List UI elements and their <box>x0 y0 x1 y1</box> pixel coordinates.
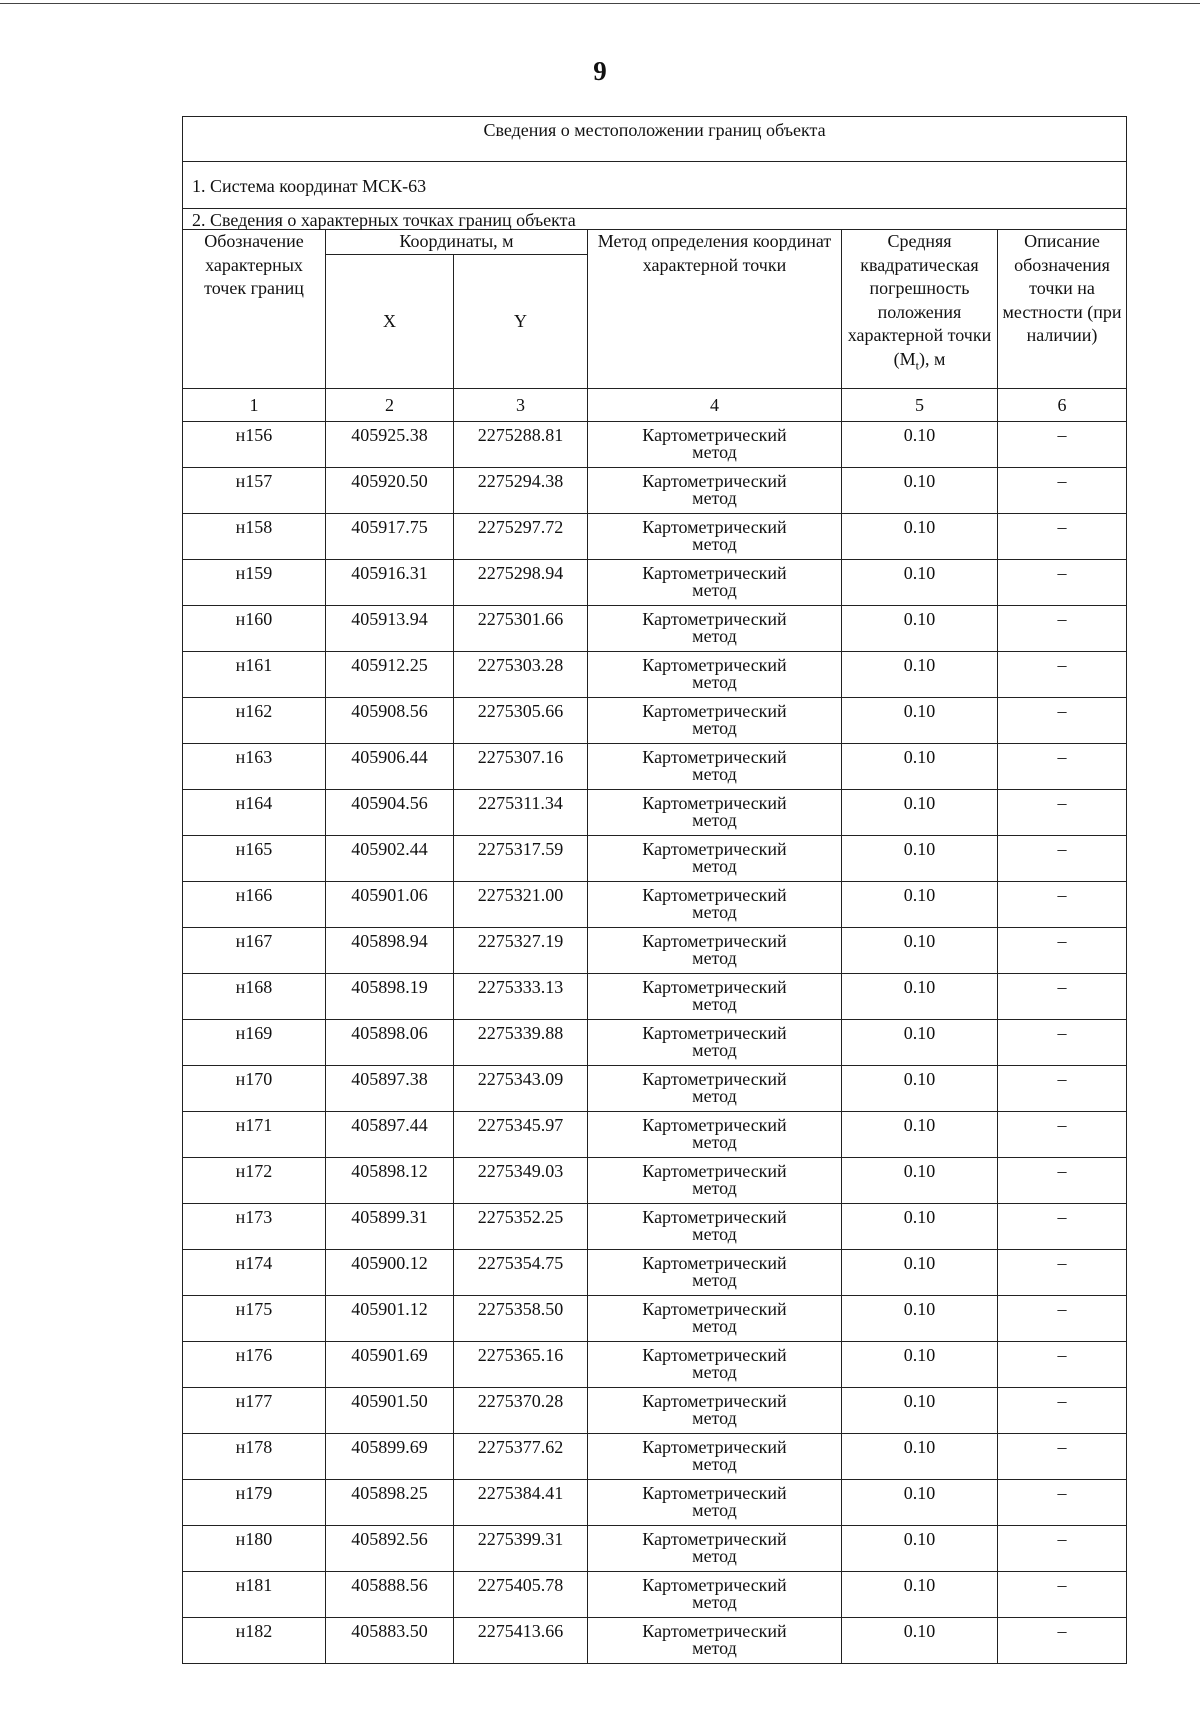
description-value: – <box>998 468 1127 514</box>
description-value: – <box>998 1112 1127 1158</box>
description-value: – <box>998 1020 1127 1066</box>
point-id: н166 <box>183 882 326 928</box>
method-line1: Картометрический <box>642 425 787 445</box>
header-y: Y <box>454 255 588 389</box>
coord-y: 2275297.72 <box>454 514 588 560</box>
method-line2: метод <box>692 810 737 830</box>
description-value: – <box>998 514 1127 560</box>
point-id: н160 <box>183 606 326 652</box>
coord-x: 405899.31 <box>326 1204 454 1250</box>
method-line1: Картометрический <box>642 1345 787 1365</box>
method <box>588 1388 842 1434</box>
table-row <box>183 1388 1127 1434</box>
coord-y: 2275345.97 <box>454 1112 588 1158</box>
coord-x: 405888.56 <box>326 1572 454 1618</box>
table-row <box>183 560 1127 606</box>
coord-y: 2275317.59 <box>454 836 588 882</box>
point-id: н165 <box>183 836 326 882</box>
coordinate-system: 1. Система координат МСК-63 <box>183 162 1127 209</box>
coord-y: 2275405.78 <box>454 1572 588 1618</box>
coord-x: 405902.44 <box>326 836 454 882</box>
method <box>588 1020 842 1066</box>
method <box>588 1066 842 1112</box>
page-number: 9 <box>593 56 607 86</box>
table-row <box>183 882 1127 928</box>
coord-y: 2275384.41 <box>454 1480 588 1526</box>
table-row <box>183 422 1127 468</box>
point-id: н156 <box>183 422 326 468</box>
point-id: н164 <box>183 790 326 836</box>
table-row <box>183 1572 1127 1618</box>
method-line1: Картометрический <box>642 1207 787 1227</box>
method-line1: Картометрический <box>642 793 787 813</box>
table-row <box>183 514 1127 560</box>
description-value: – <box>998 1572 1127 1618</box>
description-value: – <box>998 1480 1127 1526</box>
table-row <box>183 836 1127 882</box>
method-line2: метод <box>692 1500 737 1520</box>
method <box>588 1204 842 1250</box>
method <box>588 606 842 652</box>
coord-y: 2275294.38 <box>454 468 588 514</box>
point-id: н173 <box>183 1204 326 1250</box>
coord-x: 405920.50 <box>326 468 454 514</box>
method-line2: метод <box>692 994 737 1014</box>
error-value: 0.10 <box>842 1618 998 1664</box>
point-id: н170 <box>183 1066 326 1112</box>
point-id: н172 <box>183 1158 326 1204</box>
point-id: н175 <box>183 1296 326 1342</box>
coord-y: 2275298.94 <box>454 560 588 606</box>
coord-y: 2275288.81 <box>454 422 588 468</box>
method-line1: Картометрический <box>642 609 787 629</box>
error-value: 0.10 <box>842 882 998 928</box>
method-line2: метод <box>692 626 737 646</box>
description-value: – <box>998 882 1127 928</box>
point-id: н181 <box>183 1572 326 1618</box>
point-id: н161 <box>183 652 326 698</box>
coord-x: 405917.75 <box>326 514 454 560</box>
coord-y: 2275365.16 <box>454 1342 588 1388</box>
point-id: н168 <box>183 974 326 1020</box>
method-line1: Картометрический <box>642 931 787 951</box>
table-row <box>183 698 1127 744</box>
table-row <box>183 468 1127 514</box>
method <box>588 1526 842 1572</box>
method <box>588 1434 842 1480</box>
coord-x: 405898.06 <box>326 1020 454 1066</box>
coord-y: 2275349.03 <box>454 1158 588 1204</box>
description-value: – <box>998 652 1127 698</box>
description-value: – <box>998 1342 1127 1388</box>
description-value: – <box>998 422 1127 468</box>
method-line1: Картометрический <box>642 839 787 859</box>
error-value: 0.10 <box>842 744 998 790</box>
point-id: н169 <box>183 1020 326 1066</box>
method-line1: Картометрический <box>642 977 787 997</box>
error-value: 0.10 <box>842 836 998 882</box>
coord-x: 405901.50 <box>326 1388 454 1434</box>
description-value: – <box>998 1618 1127 1664</box>
coord-x: 405904.56 <box>326 790 454 836</box>
description-value: – <box>998 560 1127 606</box>
coord-x: 405900.12 <box>326 1250 454 1296</box>
table-row <box>183 1112 1127 1158</box>
error-value: 0.10 <box>842 1204 998 1250</box>
header-error: Средняя квадратическая погрешность положения характерной точки $(M_t)$, м <box>842 230 998 389</box>
method-line1: Картометрический <box>642 655 787 675</box>
method <box>588 468 842 514</box>
description-value: – <box>998 1066 1127 1112</box>
table-row <box>183 790 1127 836</box>
boundaries-table <box>182 116 1127 1664</box>
point-id: н176 <box>183 1342 326 1388</box>
error-value: 0.10 <box>842 1480 998 1526</box>
method-line2: метод <box>692 1546 737 1566</box>
coord-y: 2275343.09 <box>454 1066 588 1112</box>
method-line1: Картометрический <box>642 1621 787 1641</box>
coord-x: 405901.06 <box>326 882 454 928</box>
method <box>588 836 842 882</box>
point-id: н177 <box>183 1388 326 1434</box>
coord-x: 405883.50 <box>326 1618 454 1664</box>
table-row <box>183 1434 1127 1480</box>
header-x: X <box>326 255 454 389</box>
error-value: 0.10 <box>842 606 998 652</box>
error-value: 0.10 <box>842 1388 998 1434</box>
point-id: н162 <box>183 698 326 744</box>
method-line1: Картометрический <box>642 1299 787 1319</box>
method-line1: Картометрический <box>642 563 787 583</box>
column-number: 2 <box>326 389 454 422</box>
method-line1: Картометрический <box>642 1391 787 1411</box>
coord-y: 2275377.62 <box>454 1434 588 1480</box>
table-row <box>183 1250 1127 1296</box>
coord-y: 2275399.31 <box>454 1526 588 1572</box>
column-number: 3 <box>454 389 588 422</box>
description-value: – <box>998 974 1127 1020</box>
description-value: – <box>998 744 1127 790</box>
method-line1: Картометрический <box>642 1115 787 1135</box>
description-value: – <box>998 1296 1127 1342</box>
table-row <box>183 928 1127 974</box>
error-value: 0.10 <box>842 1572 998 1618</box>
method <box>588 882 842 928</box>
coord-x: 405898.12 <box>326 1158 454 1204</box>
method-line2: метод <box>692 534 737 554</box>
description-value: – <box>998 790 1127 836</box>
error-value: 0.10 <box>842 928 998 974</box>
point-id: н178 <box>183 1434 326 1480</box>
method-line1: Картометрический <box>642 517 787 537</box>
coord-x: 405912.25 <box>326 652 454 698</box>
method <box>588 1112 842 1158</box>
error-value: 0.10 <box>842 422 998 468</box>
method <box>588 1480 842 1526</box>
error-value: 0.10 <box>842 1526 998 1572</box>
description-value: – <box>998 836 1127 882</box>
method-line2: метод <box>692 764 737 784</box>
coord-y: 2275370.28 <box>454 1388 588 1434</box>
table-title: Сведения о местоположении границ объекта <box>183 117 1127 162</box>
method-line1: Картометрический <box>642 701 787 721</box>
coord-y: 2275305.66 <box>454 698 588 744</box>
header-designation: Обозначение характерных точек границ <box>183 230 326 389</box>
coord-x: 405913.94 <box>326 606 454 652</box>
coord-x: 405901.12 <box>326 1296 454 1342</box>
error-value: 0.10 <box>842 974 998 1020</box>
coord-x: 405898.94 <box>326 928 454 974</box>
coord-y: 2275354.75 <box>454 1250 588 1296</box>
coord-x: 405897.44 <box>326 1112 454 1158</box>
table-row <box>183 1480 1127 1526</box>
method <box>588 744 842 790</box>
coord-y: 2275358.50 <box>454 1296 588 1342</box>
error-value: 0.10 <box>842 652 998 698</box>
method-line2: метод <box>692 1454 737 1474</box>
coord-y: 2275339.88 <box>454 1020 588 1066</box>
coord-y: 2275321.00 <box>454 882 588 928</box>
table-row <box>183 1066 1127 1112</box>
column-number: 5 <box>842 389 998 422</box>
error-value: 0.10 <box>842 560 998 606</box>
coord-x: 405898.25 <box>326 1480 454 1526</box>
error-value: 0.10 <box>842 1066 998 1112</box>
error-value: 0.10 <box>842 1434 998 1480</box>
error-value: 0.10 <box>842 1296 998 1342</box>
coord-x: 405897.38 <box>326 1066 454 1112</box>
header-method: Метод определения координат характерной точки <box>588 230 842 389</box>
error-value: 0.10 <box>842 1112 998 1158</box>
coord-y: 2275413.66 <box>454 1618 588 1664</box>
method-line2: метод <box>692 580 737 600</box>
method-line2: метод <box>692 1316 737 1336</box>
coord-y: 2275301.66 <box>454 606 588 652</box>
coord-y: 2275327.19 <box>454 928 588 974</box>
description-value: – <box>998 1434 1127 1480</box>
method <box>588 974 842 1020</box>
description-value: – <box>998 1158 1127 1204</box>
top-scan-rule <box>0 3 1200 4</box>
method-line2: метод <box>692 718 737 738</box>
method <box>588 1342 842 1388</box>
column-number: 1 <box>183 389 326 422</box>
method <box>588 1250 842 1296</box>
method-line2: метод <box>692 1224 737 1244</box>
description-value: – <box>998 1526 1127 1572</box>
coord-y: 2275303.28 <box>454 652 588 698</box>
coord-x: 405925.38 <box>326 422 454 468</box>
table-row <box>183 652 1127 698</box>
method-line1: Картометрический <box>642 1575 787 1595</box>
error-value: 0.10 <box>842 790 998 836</box>
method-line2: метод <box>692 442 737 462</box>
coord-x: 405916.31 <box>326 560 454 606</box>
method-line2: метод <box>692 672 737 692</box>
method <box>588 1158 842 1204</box>
method <box>588 790 842 836</box>
error-value: 0.10 <box>842 1020 998 1066</box>
coord-y: 2275311.34 <box>454 790 588 836</box>
point-id: н182 <box>183 1618 326 1664</box>
description-value: – <box>998 1204 1127 1250</box>
point-id: н179 <box>183 1480 326 1526</box>
table-row <box>183 1618 1127 1664</box>
method-line2: метод <box>692 902 737 922</box>
coord-y: 2275333.13 <box>454 974 588 1020</box>
coord-x: 405898.19 <box>326 974 454 1020</box>
coord-x: 405901.69 <box>326 1342 454 1388</box>
method <box>588 514 842 560</box>
coord-x: 405908.56 <box>326 698 454 744</box>
method-line2: метод <box>692 1592 737 1612</box>
table-row <box>183 1296 1127 1342</box>
header-coordinates: Координаты, м <box>326 230 588 255</box>
method-line1: Картометрический <box>642 885 787 905</box>
method-line2: метод <box>692 856 737 876</box>
column-numbers-row <box>183 389 1127 422</box>
point-id: н159 <box>183 560 326 606</box>
table-row <box>183 1158 1127 1204</box>
method-line2: метод <box>692 1040 737 1060</box>
error-value: 0.10 <box>842 1158 998 1204</box>
method-line2: метод <box>692 1086 737 1106</box>
method-line2: метод <box>692 1638 737 1658</box>
description-value: – <box>998 1388 1127 1434</box>
point-id: н157 <box>183 468 326 514</box>
error-value: 0.10 <box>842 514 998 560</box>
column-number: 4 <box>588 389 842 422</box>
coord-x: 405906.44 <box>326 744 454 790</box>
point-id: н171 <box>183 1112 326 1158</box>
method <box>588 1296 842 1342</box>
table-row <box>183 1204 1127 1250</box>
table-row <box>183 606 1127 652</box>
method-line2: метод <box>692 1362 737 1382</box>
method <box>588 560 842 606</box>
method <box>588 698 842 744</box>
table-row <box>183 1020 1127 1066</box>
method-line1: Картометрический <box>642 1023 787 1043</box>
table-row <box>183 1342 1127 1388</box>
method <box>588 1618 842 1664</box>
method-line2: метод <box>692 948 737 968</box>
method <box>588 652 842 698</box>
point-id: н167 <box>183 928 326 974</box>
coord-y: 2275307.16 <box>454 744 588 790</box>
error-value: 0.10 <box>842 698 998 744</box>
description-value: – <box>998 1250 1127 1296</box>
point-id: н158 <box>183 514 326 560</box>
method <box>588 928 842 974</box>
column-number: 6 <box>998 389 1127 422</box>
method-line2: метод <box>692 1178 737 1198</box>
table-row <box>183 1526 1127 1572</box>
method-line1: Картометрический <box>642 1161 787 1181</box>
description-value: – <box>998 606 1127 652</box>
coord-y: 2275352.25 <box>454 1204 588 1250</box>
method-line2: метод <box>692 1270 737 1290</box>
error-value: 0.10 <box>842 1250 998 1296</box>
method-line1: Картометрический <box>642 1437 787 1457</box>
method-line2: метод <box>692 1408 737 1428</box>
method-line1: Картометрический <box>642 1529 787 1549</box>
coord-x: 405899.69 <box>326 1434 454 1480</box>
method <box>588 422 842 468</box>
method-line1: Картометрический <box>642 471 787 491</box>
header-description: Описание обозначения точки на местности (при наличии) <box>998 230 1127 389</box>
table-row <box>183 974 1127 1020</box>
table-row <box>183 744 1127 790</box>
error-value: 0.10 <box>842 1342 998 1388</box>
description-value: – <box>998 698 1127 744</box>
points-section-title: 2. Сведения о характерных точках границ объекта <box>183 209 1127 230</box>
error-value: 0.10 <box>842 468 998 514</box>
method <box>588 1572 842 1618</box>
method-line1: Картометрический <box>642 1483 787 1503</box>
point-id: н163 <box>183 744 326 790</box>
method-line1: Картометрический <box>642 747 787 767</box>
description-value: – <box>998 928 1127 974</box>
method-line1: Картометрический <box>642 1253 787 1273</box>
point-id: н180 <box>183 1526 326 1572</box>
coord-x: 405892.56 <box>326 1526 454 1572</box>
method-line1: Картометрический <box>642 1069 787 1089</box>
method-line2: метод <box>692 1132 737 1152</box>
point-id: н174 <box>183 1250 326 1296</box>
method-line2: метод <box>692 488 737 508</box>
